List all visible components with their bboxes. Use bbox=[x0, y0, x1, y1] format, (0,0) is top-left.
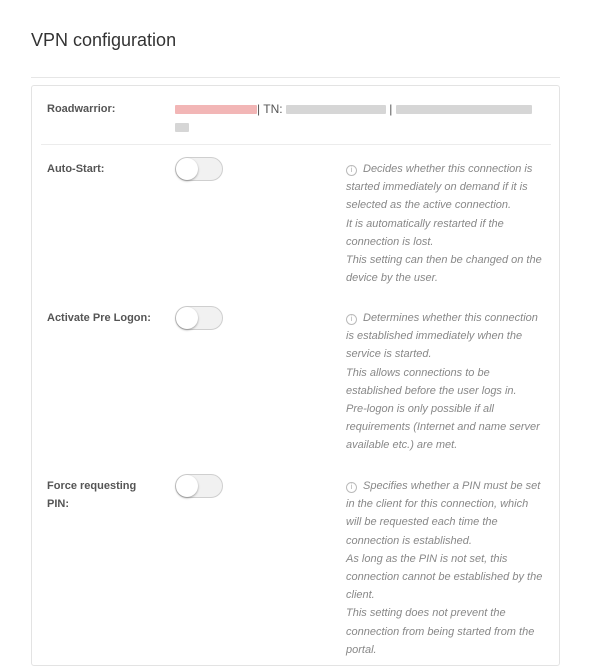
auto-start-toggle[interactable] bbox=[175, 157, 223, 181]
help-line: Pre-logon is only possible if all requirements (Internet and name server available etc.) are met. bbox=[346, 403, 540, 452]
help-line: Specifies whether a PIN must be set in the client for this connection, which will be requested each time the connection is established. bbox=[346, 480, 541, 547]
toggle-knob bbox=[176, 158, 198, 180]
redacted-name bbox=[175, 105, 257, 114]
help-line: Decides whether this connection is started immediately on demand if it is selected as the active connection. bbox=[346, 163, 533, 212]
force-pin-help bbox=[346, 477, 546, 659]
row-divider bbox=[41, 144, 551, 145]
toggle-knob bbox=[176, 307, 198, 329]
pre-logon-label: Activate Pre Logon: bbox=[47, 312, 151, 324]
header-divider bbox=[31, 77, 560, 78]
redacted-tn bbox=[286, 105, 386, 114]
help-line: This setting does not prevent the connection from being started from the portal. bbox=[346, 607, 535, 656]
help-line: Determines whether this connection is established immediately when the service is started. bbox=[346, 312, 538, 361]
auto-start-help bbox=[346, 160, 546, 287]
pre-logon-toggle[interactable] bbox=[175, 306, 223, 330]
page-title: VPN configuration bbox=[31, 30, 177, 50]
tn-label: | TN: bbox=[257, 102, 283, 116]
help-line: As long as the PIN is not set, this connection cannot be established by the client. bbox=[346, 552, 543, 602]
roadwarrior-label: Roadwarrior: bbox=[47, 103, 116, 115]
auto-start-label: Auto-Start: bbox=[47, 163, 105, 175]
help-line: It is automatically restarted if the connection is lost. bbox=[346, 217, 504, 248]
force-pin-toggle[interactable] bbox=[175, 474, 223, 498]
info-icon: i bbox=[346, 482, 357, 493]
help-line: This allows connections to be established before the user logs in. bbox=[346, 366, 517, 397]
tn-divider: | bbox=[389, 102, 393, 116]
info-icon: i bbox=[346, 165, 357, 176]
info-icon: i bbox=[346, 314, 357, 325]
force-pin-label: Force requesting PIN: bbox=[47, 480, 137, 510]
redacted-info-2 bbox=[175, 123, 189, 132]
pre-logon-help bbox=[346, 309, 546, 455]
roadwarrior-value bbox=[175, 100, 540, 136]
redacted-info bbox=[396, 105, 532, 114]
help-line: This setting can then be changed on the device by the user. bbox=[346, 254, 542, 285]
toggle-knob bbox=[176, 475, 198, 497]
